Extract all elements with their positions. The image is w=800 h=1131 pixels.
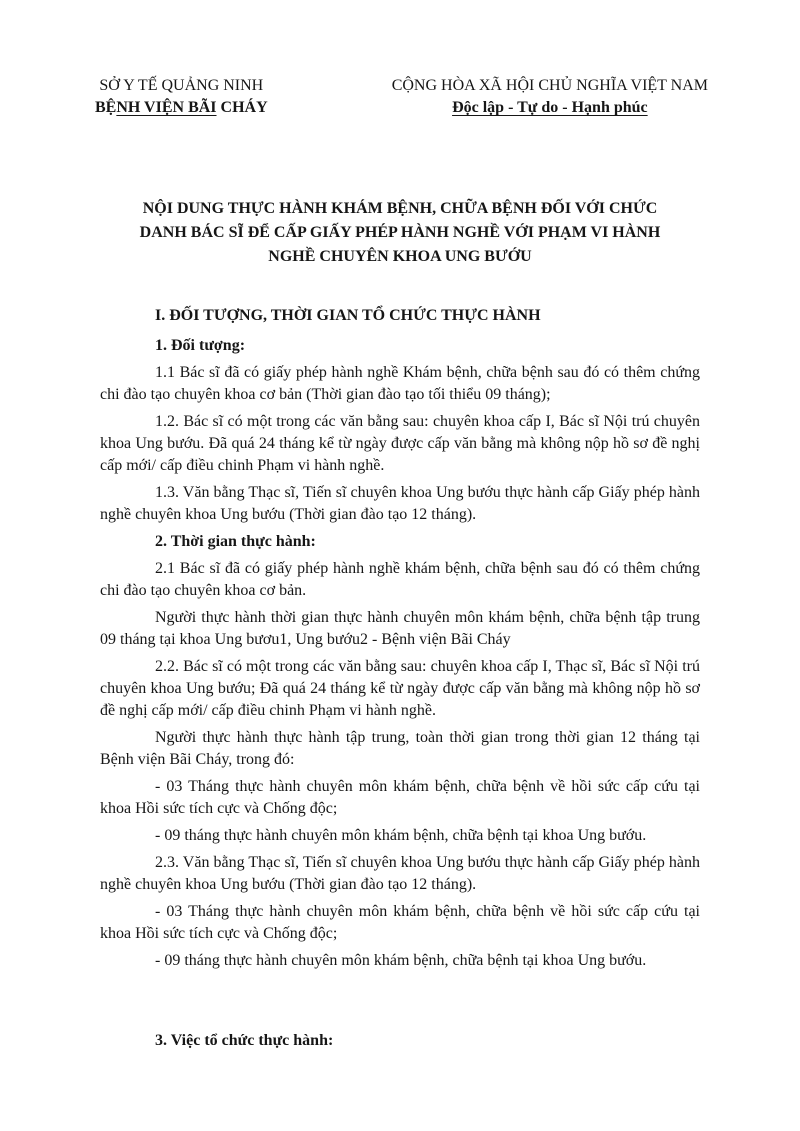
paragraph: - 03 Tháng thực hành chuyên môn khám bệnh, chữa bệnh về hồi sức cấp cứu tại khoa Hồi sức tích cực và Chống độc; [100,778,700,817]
paragraph: 2.1 Bác sĩ đã có giấy phép hành nghề khám bệnh, chữa bệnh sau đó có thêm chứng chi đào tạo chuyên khoa cơ bản. [100,560,700,599]
org-name [95,97,268,119]
section-heading: 3. Việc tổ chức thực hành: [155,1032,334,1049]
country-title: CỘNG HÒA XÃ HỘI CHỦ NGHĨA VIỆT NAM [391,77,708,94]
org-name-prefix: BỆ [95,99,117,116]
document-body [100,305,700,1052]
document-header [95,75,708,119]
paragraph: Người thực hành thời gian thực hành chuyên môn khám bệnh, chữa bệnh tập trung 09 tháng tại khoa Ung bươu1, Ung bướu2 - Bệnh viện Bãi Cháy [100,609,700,648]
paragraph: 1.2. Bác sĩ có một trong các văn bằng sau: chuyên khoa cấp I, Bác sĩ Nội trú chuyên khoa Ung bướu. Đã quá 24 tháng kể từ ngày được cấp văn bằng mà không nộp hồ sơ đề nghị cấp mới/ cấp điều chinh Phạm vi hành nghề. [100,413,700,474]
paragraph: 1.3. Văn bằng Thạc sĩ, Tiến sĩ chuyên khoa Ung bướu thực hành cấp Giấy phép hành nghề chuyên khoa Ung bướu (Thời gian đào tạo 12 tháng). [100,484,700,523]
paragraph: - 09 tháng thực hành chuyên môn khám bệnh, chữa bệnh tại khoa Ung bướu. [155,952,647,969]
org-parent-name: SỞ Y TẾ QUẢNG NINH [99,77,264,94]
paragraph: Người thực hành thực hành tập trung, toàn thời gian trong thời gian 12 tháng tại Bệnh viện Bãi Cháy, trong đó: [100,729,700,768]
org-name-suffix: CHÁY [216,99,268,116]
paragraph: - 03 Tháng thực hành chuyên môn khám bệnh, chữa bệnh về hồi sức cấp cứu tại khoa Hồi sức tích cực và Chống độc; [100,903,700,942]
section-heading: 1. Đối tượng: [155,337,246,354]
paragraph: 1.1 Bác sĩ đã có giấy phép hành nghề Khám bệnh, chữa bệnh sau đó có thêm chứng chi đào tạo chuyên khoa cơ bản (Thời gian đào tạo tối thiểu 09 tháng); [100,364,700,403]
paragraph: 2.2. Bác sĩ có một trong các văn bằng sau: chuyên khoa cấp I, Thạc sĩ, Bác sĩ Nội trú chuyên khoa Ung bướu; Đã quá 24 tháng kể từ ngày được cấp văn bằng mà không nộp hồ sơ đề nghị cấp mới/ cấp điều chinh Phạm vi hành nghề. [100,658,700,719]
blank-space [100,977,700,1030]
section-heading: I. ĐỐI TƯỢNG, THỜI GIAN TỔ CHỨC THỰC HÀNH [155,307,541,324]
issuing-org-block [95,75,268,119]
title-line: NỘI DUNG THỰC HÀNH KHÁM BỆNH, CHỮA BỆNH ĐỐI VỚI CHỨC [142,200,658,217]
document-title [100,197,700,269]
national-header-block [392,75,708,119]
section-heading: 2. Thời gian thực hành: [155,533,316,550]
org-name-underlined: NH VIỆN BÃI [116,99,217,116]
title-line: NGHỀ CHUYÊN KHOA UNG BƯỚU [268,248,532,265]
paragraph: - 09 tháng thực hành chuyên môn khám bệnh, chữa bệnh tại khoa Ung bướu. [155,827,647,844]
paragraph: 2.3. Văn bằng Thạc sĩ, Tiến sĩ chuyên khoa Ung bướu thực hành cấp Giấy phép hành nghề chuyên khoa Ung bướu (Thời gian đào tạo 12 tháng). [100,854,700,893]
national-motto: Độc lập - Tự do - Hạnh phúc [452,99,648,116]
title-line: DANH BÁC SĨ ĐỂ CẤP GIẤY PHÉP HÀNH NGHỀ VỚI PHẠM VI HÀNH [139,224,661,241]
